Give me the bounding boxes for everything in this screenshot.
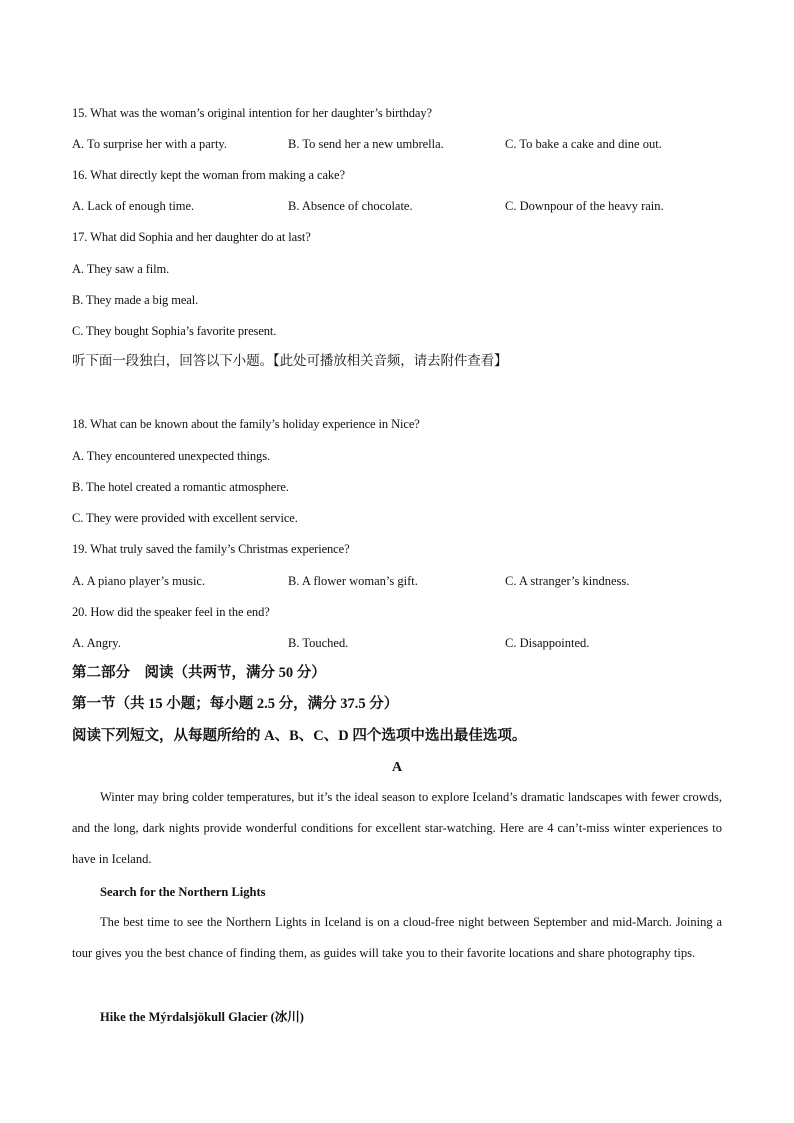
monologue-instruction: 听下面一段独白，回答以下小题。【此处可播放相关音频，请去附件查看】 — [72, 353, 508, 368]
q17-option-a: A. They saw a film. — [72, 262, 170, 276]
q18-option-a: A. They encountered unexpected things. — [72, 449, 270, 463]
q19-option-b: B. A flower woman’s gift. — [288, 574, 418, 588]
question-16-options — [72, 198, 732, 214]
q18-option-b: B. The hotel created a romantic atmosphere. — [72, 480, 289, 494]
question-18: 18. What can be known about the family’s holiday experience in Nice? — [72, 417, 420, 431]
q16-option-a: A. Lack of enough time. — [72, 199, 195, 213]
q17-option-b: B. They made a big meal. — [72, 293, 199, 307]
q18-option-c: C. They were provided with excellent service. — [72, 511, 298, 525]
q17-option-c: C. They bought Sophia’s favorite present. — [72, 324, 277, 338]
passage-paragraph-1: The best time to see the Northern Lights in Iceland is on a cloud-free night between September and mid-March. Joining a tour gives you the best chance of finding them, as guides will take you to their favorite locations and share photography tips. — [72, 915, 722, 960]
q15-option-a: A. To surprise her with a party. — [72, 137, 227, 151]
subheading-northern-lights: Search for the Northern Lights — [100, 885, 266, 899]
q16-option-b: B. Absence of chocolate. — [288, 199, 413, 213]
subheading-glacier: Hike the Mýrdalsjökull Glacier (冰川) — [100, 1010, 304, 1024]
question-20: 20. How did the speaker feel in the end? — [72, 605, 270, 619]
q19-option-c: C. A stranger’s kindness. — [505, 574, 630, 588]
q20-option-b: B. Touched. — [288, 636, 349, 650]
q16-option-c: C. Downpour of the heavy rain. — [505, 199, 664, 213]
question-17: 17. What did Sophia and her daughter do at last? — [72, 230, 311, 244]
q20-option-a: A. Angry. — [72, 636, 121, 650]
question-15-options — [72, 136, 732, 152]
section-title: 第一节（共 15 小题；每小题 2.5 分，满分 37.5 分） — [72, 696, 399, 712]
q15-option-b: B. To send her a new umbrella. — [288, 137, 444, 151]
passage-letter: A — [391, 760, 403, 775]
part-title: 第二部分 阅读（共两节，满分 50 分） — [72, 665, 326, 681]
q19-option-a: A. A piano player’s music. — [72, 574, 206, 588]
passage-intro: Winter may bring colder temperatures, but it’s the ideal season to explore Iceland’s dramatic landscapes with fewer crowds, and the long, dark nights provide wonderful conditions for excellent star-watching. Here are 4 can’t-miss winter experiences to have in Iceland. — [72, 790, 722, 866]
q15-option-c: C. To bake a cake and dine out. — [505, 137, 662, 151]
q20-option-c: C. Disappointed. — [505, 636, 590, 650]
question-19-options — [72, 573, 732, 589]
question-15: 15. What was the woman’s original intention for her daughter’s birthday? — [72, 106, 432, 120]
question-19: 19. What truly saved the family’s Christmas experience? — [72, 542, 350, 556]
question-16: 16. What directly kept the woman from making a cake? — [72, 168, 345, 182]
question-20-options — [72, 635, 732, 651]
reading-instruction: 阅读下列短文，从每题所给的 A、B、C、D 四个选项中选出最佳选项。 — [72, 728, 527, 744]
